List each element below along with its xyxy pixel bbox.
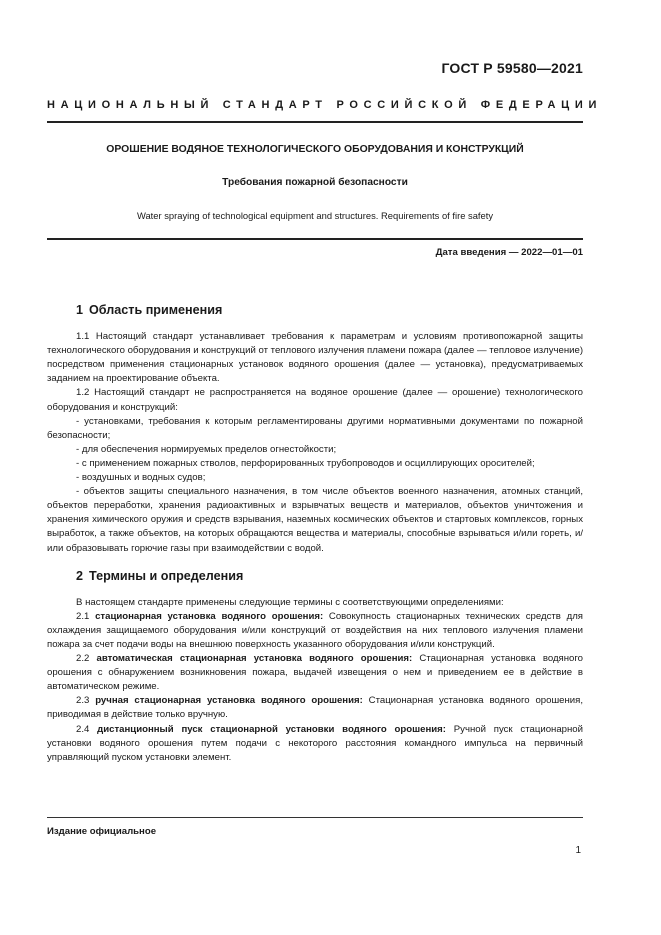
english-title: Water spraying of technological equipment and structures. Requirements of fire safety <box>136 210 494 221</box>
list-item: - воздушных и водных судов; <box>76 472 206 484</box>
section-2-title: Термины и определения <box>89 568 244 583</box>
list-item: - с применением пожарных стволов, перфорированных трубопроводов и осциллирующих оросителей; <box>76 457 535 469</box>
term-definition: 2.3 ручная стационарная установка водяного орошения: Стационарная установка водяного орошения, приводимая в действие только вручную. <box>47 695 583 721</box>
top-divider <box>47 121 583 123</box>
section-2-intro: В настоящем стандарте применены следующие термины с соответствующими определениями: <box>76 596 504 608</box>
document-subtitle: Требования пожарной безопасности <box>222 177 408 188</box>
page-number: 1 <box>575 845 581 856</box>
introduction-date: Дата введения — 2022—01—01 <box>435 247 583 258</box>
term-text: Стационарная установка водяного орошения с обнаружением возникновения пожара, выдачей извещения о нем и приведением ее в действие в автоматическом режиме. <box>47 653 584 693</box>
term-name: стационарная установка водяного орошения: <box>95 610 324 622</box>
paragraph-1-2: 1.2 Настоящий стандарт не распространяется на водяное орошение (далее — орошение) технологического оборудования и конструкций: <box>47 387 583 413</box>
middle-divider <box>47 238 583 240</box>
document-title: ОРОШЕНИЕ ВОДЯНОЕ ТЕХНОЛОГИЧЕСКОГО ОБОРУДОВАНИЯ И КОНСТРУКЦИЙ <box>106 144 524 155</box>
standard-name: НАЦИОНАЛЬНЫЙ СТАНДАРТ РОССИЙСКОЙ ФЕДЕРАЦИИ <box>47 99 603 111</box>
term-name: дистанционный пуск стационарной установки водяного орошения: <box>97 723 446 735</box>
section-1-title: Область применения <box>89 303 223 317</box>
edition-label: Издание официальное <box>47 826 157 837</box>
list-item: - установками, требования к которым регламентированы другими нормативными документами по пожарной безопасности; <box>47 415 583 441</box>
document-id: ГОСТ Р 59580—2021 <box>441 60 583 76</box>
term-definition: 2.4 дистанционный пуск стационарной установки водяного орошения: Ручной пуск стационарной установки водяного орошения путем подачи с некоторого расстояния командного импульса на первичный управляющий пуском установки элемент. <box>47 723 584 763</box>
paragraph-1-1: 1.1 Настоящий стандарт устанавливает требования к параметрам и условиям противопожарной защиты технологического оборудования и конструкций от теплового излучения пламени пожара (далее — тепловое излучение) посредством применения стационарных установок водяного орошения (далее — установка), предусматриваемых заданием на проектирование объекта. <box>47 331 584 385</box>
term-name: ручная стационарная установка водяного орошения: <box>95 695 363 707</box>
section-2-number: 2 <box>76 568 84 583</box>
section-1-heading <box>76 303 583 317</box>
list-item: - объектов защиты специального назначения, в том числе объектов военного назначения, атомных станций, объектов переработки, хранения радиоактивных и взрывчатых веществ и материалов, объектов уничтожения и хранения химического оружия и средств взрывания, наземных космических объектов и стартовых комплексов, горных выработок, а также объектов, на которых обращаются вещества и материалы, способные взрываться и/или гореть, и/или образовывать горючие газы при взаимодействии с водой. <box>47 486 583 554</box>
footer-divider <box>47 817 583 818</box>
section-1-number: 1 <box>76 303 84 317</box>
term-text: Стационарная установка водяного орошения, приводимая в действие только вручную. <box>47 695 583 721</box>
term-name: автоматическая стационарная установка водяного орошения: <box>96 653 413 665</box>
term-text: Совокупность стационарных технических средств для охлаждения защищаемого оборудования и/или конструкций от воздействия на них теплового излучения пламени пожара за счет подачи воды на внешнюю поверхность указанного оборудования и/или конструкций. <box>47 610 583 650</box>
document-body <box>47 303 583 765</box>
term-definition: 2.2 автоматическая стационарная установка водяного орошения: Стационарная установка водяного орошения с обнаружением возникновения пожара, выдачей извещения о нем и приведением ее в действие в автоматическом режиме. <box>47 653 584 693</box>
section-2-heading <box>76 569 583 583</box>
term-text: Ручной пуск стационарной установки водяного орошения путем подачи с некоторого расстояния командного импульса на первичный управляющий пуском установки элемент. <box>47 723 584 763</box>
list-item: - для обеспечения нормируемых пределов огнестойкости; <box>76 443 337 455</box>
term-definition: 2.1 стационарная установка водяного орошения: Совокупность стационарных технических средств для охлаждения защищаемого оборудования и/или конструкций от воздействия на них теплового излучения пламени пожара за счет подачи воды на внешнюю поверхность указанного оборудования и/или конструкций. <box>47 610 583 650</box>
